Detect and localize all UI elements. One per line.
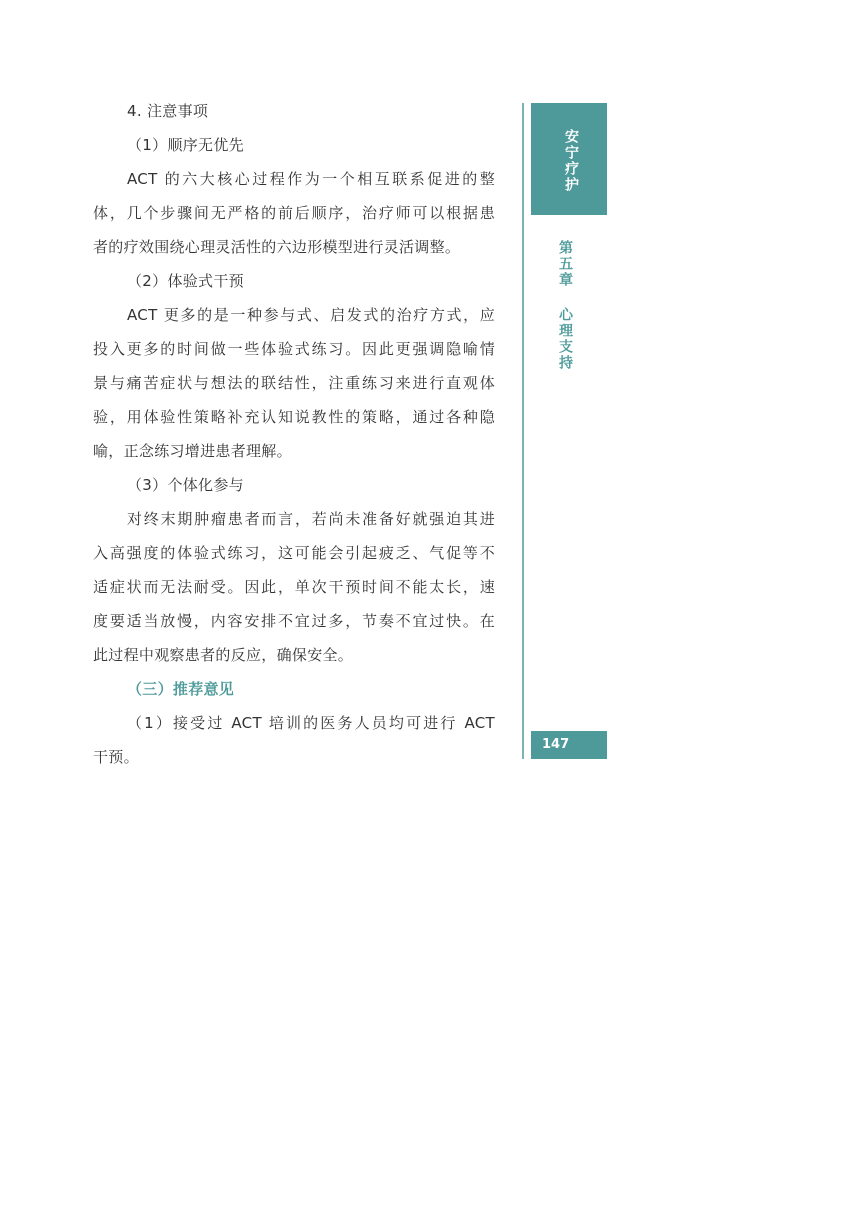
chapter-label bbox=[555, 240, 575, 371]
paragraph-line: 入高强度的体验式练习，这可能会引起疲乏、气促等不 bbox=[93, 544, 495, 562]
paragraph-line: 对终末期肿瘤患者而言，若尚未准备好就强迫其进 bbox=[127, 510, 495, 528]
paragraph-line: 投入更多的时间做一些体验式练习。因此更强调隐喻情 bbox=[93, 340, 495, 358]
page-number: 147 bbox=[531, 731, 607, 759]
paragraph-line: （1）接受过 ACT 培训的医务人员均可进行 ACT bbox=[127, 714, 495, 732]
item-heading-order: （1）顺序无优先 bbox=[127, 136, 244, 154]
paragraph-line: 者的疗效围绕心理灵活性的六边形模型进行灵活调整。 bbox=[93, 238, 461, 256]
section-heading-recommendations: （三）推荐意见 bbox=[127, 680, 235, 698]
item-heading-individualized: （3）个体化参与 bbox=[127, 476, 244, 494]
paragraph-line: 喻，正念练习增进患者理解。 bbox=[93, 442, 292, 460]
subheading-notes: 4. 注意事项 bbox=[127, 102, 209, 120]
book-title-tab bbox=[531, 103, 607, 215]
paragraph-line: 体，几个步骤间无严格的前后顺序，治疗师可以根据患 bbox=[93, 204, 495, 222]
paragraph-line: 验，用体验性策略补充认知说教性的策略，通过各种隐 bbox=[93, 408, 495, 426]
item-heading-experiential: （2）体验式干预 bbox=[127, 272, 244, 290]
chapter-title: 心理支持 bbox=[557, 307, 573, 371]
paragraph-line: 干预。 bbox=[93, 748, 139, 766]
paragraph-line: 景与痛苦症状与想法的联结性，注重练习来进行直观体 bbox=[93, 374, 495, 392]
paragraph-line: 度要适当放慢，内容安排不宜过多，节奏不宜过快。在 bbox=[93, 612, 495, 630]
paragraph-line: ACT 更多的是一种参与式、启发式的治疗方式，应 bbox=[127, 306, 495, 324]
margin-divider bbox=[522, 103, 524, 759]
paragraph-line: ACT 的六大核心过程作为一个相互联系促进的整 bbox=[127, 170, 495, 188]
book-title: 安宁疗护 bbox=[563, 129, 579, 193]
chapter-number: 第五章 bbox=[557, 240, 573, 288]
paragraph-line: 此过程中观察患者的反应，确保安全。 bbox=[93, 646, 354, 664]
paragraph-line: 适症状而无法耐受。因此，单次干预时间不能太长，速 bbox=[93, 578, 495, 596]
